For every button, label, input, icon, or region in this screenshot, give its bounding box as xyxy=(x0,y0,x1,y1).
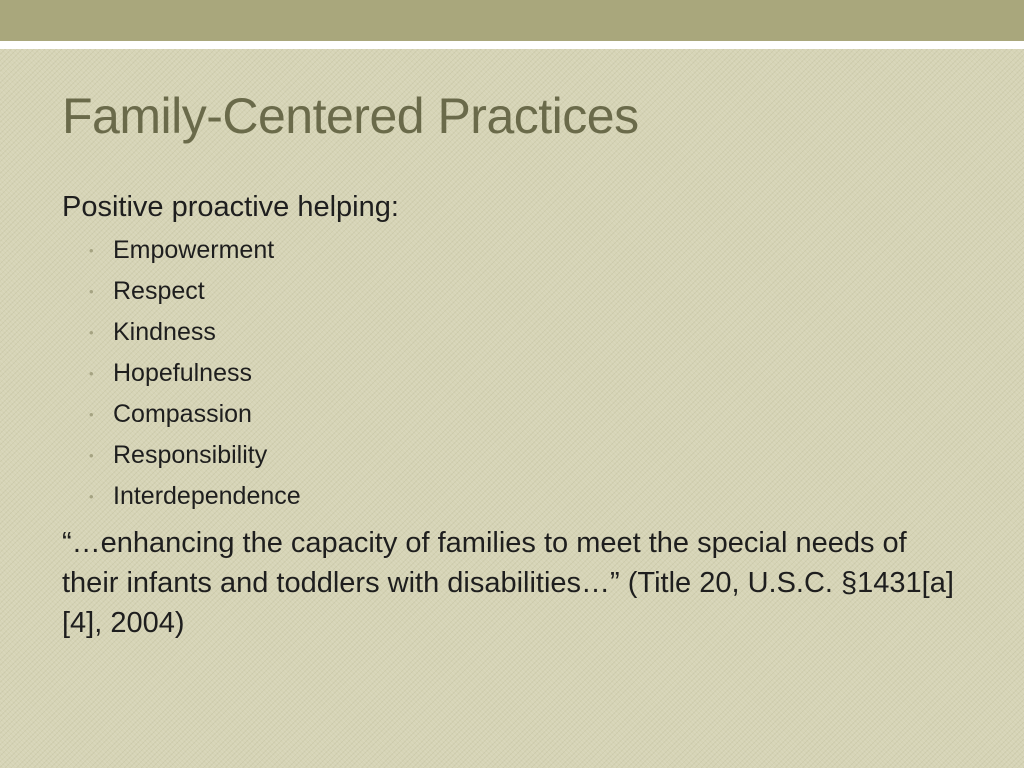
list-item xyxy=(89,230,962,271)
intro-text: Positive proactive helping: xyxy=(62,191,399,223)
bullet-label: Responsibility xyxy=(113,441,268,469)
slide-title: Family-Centered Practices xyxy=(62,88,639,144)
bullet-label: Compassion xyxy=(113,400,252,428)
list-item xyxy=(89,353,962,394)
list-item xyxy=(89,394,962,435)
bullet-icon: • xyxy=(89,448,94,463)
bullet-icon: • xyxy=(89,366,94,381)
bullet-label: Empowerment xyxy=(113,236,275,264)
bullet-label: Hopefulness xyxy=(113,359,252,387)
bullet-icon: • xyxy=(89,284,94,299)
header-divider xyxy=(0,41,1024,49)
bullet-list xyxy=(62,230,962,517)
list-item xyxy=(89,271,962,312)
list-item xyxy=(89,312,962,353)
bullet-label: Interdependence xyxy=(113,482,301,510)
header-band xyxy=(0,0,1024,41)
bullet-icon: • xyxy=(89,243,94,258)
list-item xyxy=(89,476,962,517)
bullet-icon: • xyxy=(89,325,94,340)
list-item xyxy=(89,435,962,476)
bullet-label: Respect xyxy=(113,277,205,305)
bullet-icon: • xyxy=(89,489,94,504)
slide-body xyxy=(62,188,962,643)
quote-text: “…enhancing the capacity of families to meet the special needs of their infants and toddlers with disabilities…” (Title 20, U.S.C. §1431[a][4], 2004) xyxy=(62,527,954,639)
bullet-icon: • xyxy=(89,407,94,422)
bullet-label: Kindness xyxy=(113,318,216,346)
